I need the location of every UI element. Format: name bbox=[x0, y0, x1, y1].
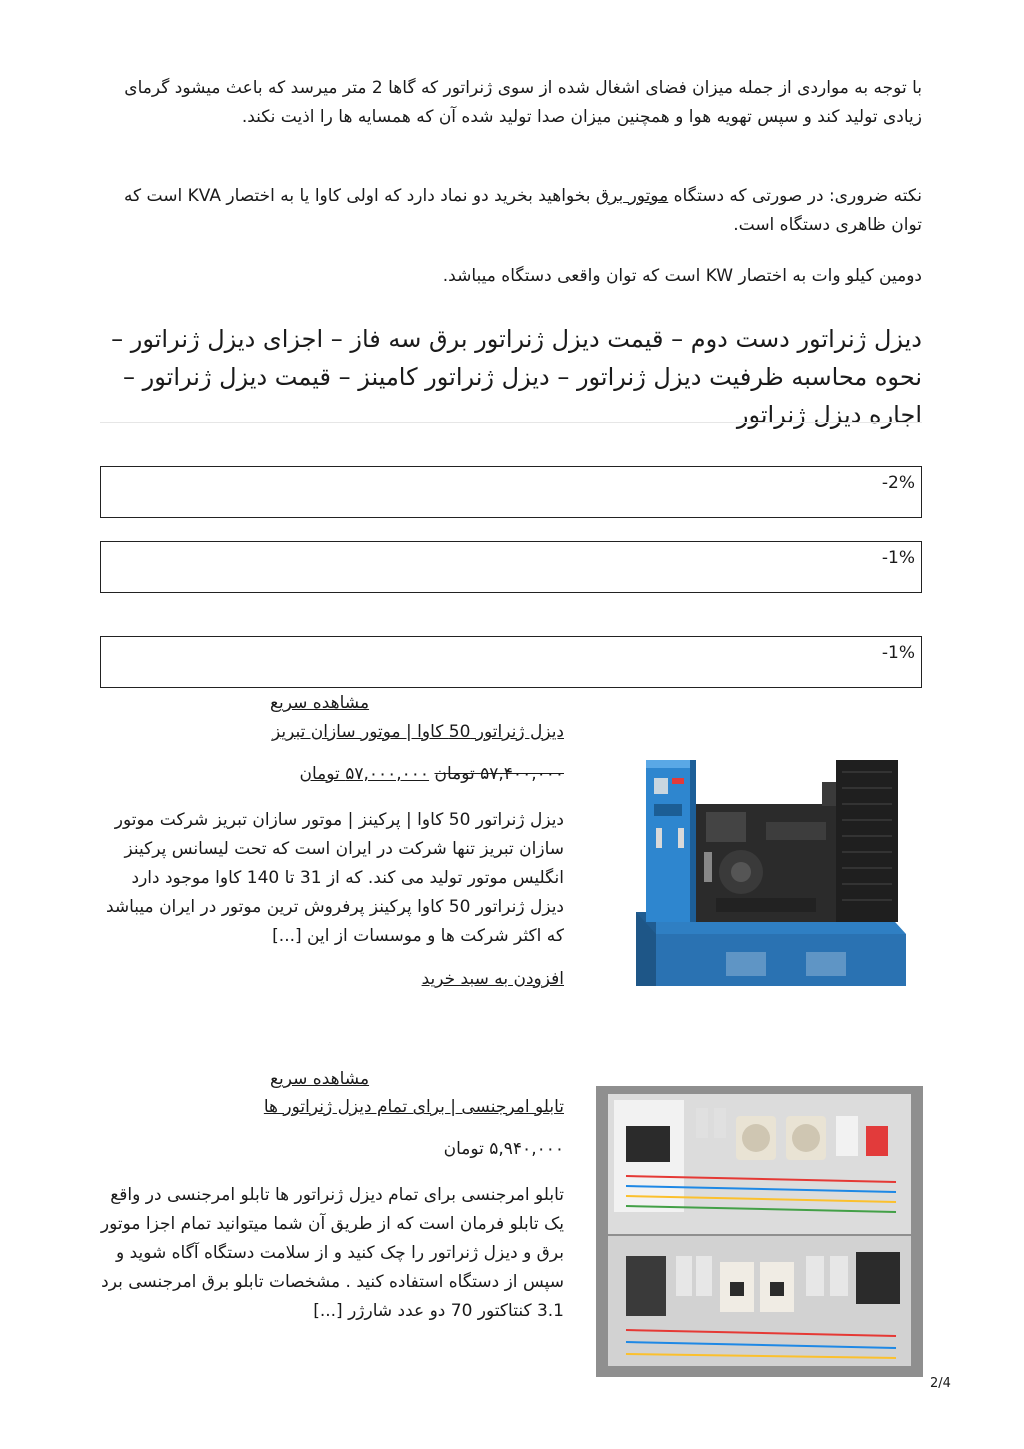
control-panel-product-image[interactable] bbox=[596, 1086, 923, 1377]
discount-box bbox=[100, 636, 922, 688]
product-details bbox=[100, 1097, 564, 1326]
discount-badge: -1% bbox=[881, 643, 915, 663]
add-to-cart-button[interactable]: افزودن به سبد خرید bbox=[421, 969, 564, 989]
intro-paragraph: با توجه به مواردی از جمله میزان فضای اشغال شده از سوی ژنراتور که گاها 2 متر میرسد که باعث میشود گرمای زیادی تولید کند و سپس تهویه هوا و همچنین میزان صدا تولید شده آن که همسایه ها را اذیت نکند. bbox=[124, 78, 922, 127]
note-text-start: نکته ضروری: در صورتی که دستگاه bbox=[668, 186, 922, 206]
kw-paragraph: دومین کیلو وات به اختصار KW است که توان واقعی دستگاه میباشد. bbox=[442, 266, 922, 286]
discount-box bbox=[100, 466, 922, 518]
sale-price: ۵۷,۰۰۰,۰۰۰ تومان bbox=[299, 764, 430, 784]
quick-view-link[interactable]: مشاهده سریع bbox=[270, 693, 370, 713]
product-price: ۵,۹۴۰,۰۰۰ تومان bbox=[443, 1139, 564, 1159]
section-heading: دیزل ژنراتور دست دوم – قیمت دیزل ژنراتور برق سه فاز – اجزای دیزل ژنراتور – نحوه محاسبه ظرفیت دیزل ژنراتور – دیزل ژنراتور کامینز – قیمت دیزل ژنراتور – اجاره دیزل ژنراتور bbox=[111, 325, 922, 429]
discount-badge: -2% bbox=[881, 473, 915, 493]
generator-product-image[interactable] bbox=[596, 712, 923, 1012]
product-description: تابلو امرجنسی برای تمام دیزل ژنراتور ها تابلو امرجنسی در واقع یک تابلو فرمان است که از طریق آن شما میتوانید تمام اجزا موتور برق و دیزل ژنراتور را چک کنید و از سلامت دستگاه آگاه شوید و سپس از دستگاه استفاده کنید . مشخصات تابلو برق امرجنسی برد 3.1 کنتاکتور 70 دو عدد شارژر [...] bbox=[100, 1185, 564, 1321]
emergency-panel-illustration bbox=[596, 1086, 923, 1377]
discount-badge: -1% bbox=[881, 548, 915, 568]
product-title-link[interactable]: تابلو امرجنسی | برای تمام دیزل ژنراتور ها bbox=[263, 1097, 564, 1117]
note-text-end: بخواهید بخرید دو نماد دارد که اولی کاوا یا به اختصار KVA است که توان ظاهری دستگاه است. bbox=[123, 186, 922, 235]
note-paragraph bbox=[100, 182, 922, 240]
quick-view-link[interactable]: مشاهده سریع bbox=[270, 1069, 370, 1089]
heading-divider bbox=[100, 422, 922, 423]
discount-box bbox=[100, 541, 922, 593]
power-generator-link[interactable]: موتور برق bbox=[595, 186, 669, 206]
product-title-link[interactable]: دیزل ژنراتور 50 کاوا | موتور سازان تبریز bbox=[271, 722, 564, 742]
product-description: دیزل ژنراتور 50 کاوا | پرکینز | موتور سازان تبریز شرکت موتور سازان تبریز تنها شرکت در ایران است که تحت لیسانس پرکینز انگلیس موتور تولید می کند. که از 31 تا 140 کاوا موجود دارد دیزل ژنراتور 50 کاوا پرکینز پرفروش ترین موتور در ایران میباشد که اکثر شرکت ها و موسسات از این [...] bbox=[105, 810, 564, 946]
diesel-generator-illustration bbox=[596, 712, 923, 1012]
old-price: ۵۷,۴۰۰,۰۰۰ تومان bbox=[434, 764, 564, 784]
product-price bbox=[100, 764, 564, 784]
page-number: 2/4 bbox=[930, 1376, 951, 1391]
product-details bbox=[100, 722, 564, 989]
